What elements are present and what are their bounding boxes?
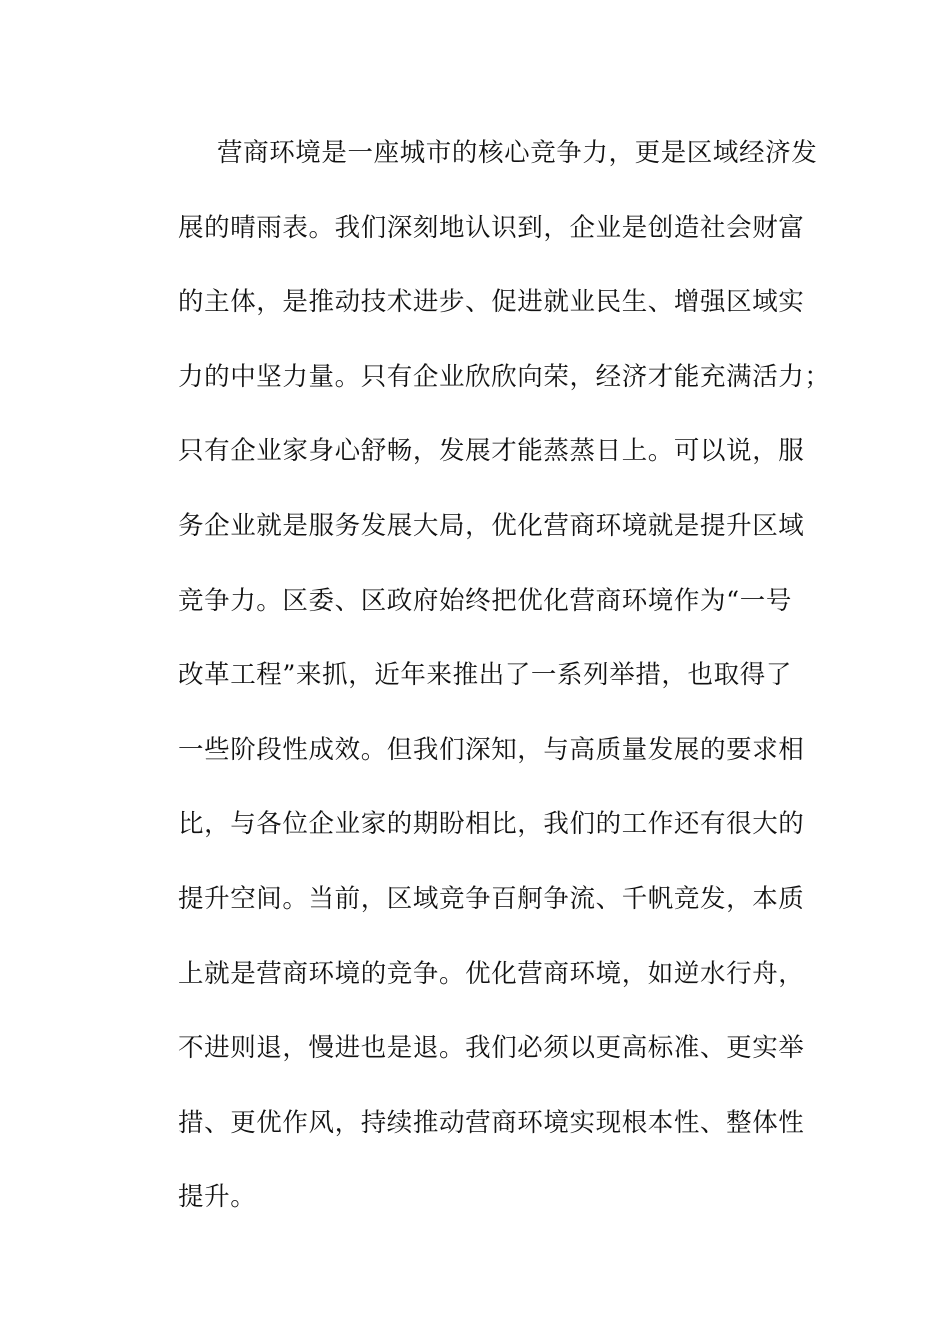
- paragraph-line: 改革工程”来抓，近年来推出了一系列举措，也取得了: [178, 660, 792, 691]
- paragraph: [178, 116, 831, 1235]
- paragraph-line: 的主体，是推动技术进步、促进就业民生、增强区域实: [178, 287, 805, 318]
- paragraph-line: 力的中坚力量。只有企业欣欣向荣，经济才能充满活力；: [178, 361, 831, 392]
- paragraph-line: 营商环境是一座城市的核心竞争力，更是区域经济发: [217, 138, 818, 168]
- paragraph-line: 上就是营商环境的竞争。优化营商环境，如逆水行舟，: [178, 958, 805, 989]
- paragraph-line: 展的晴雨表。我们深刻地认识到，企业是创造社会财富: [178, 212, 805, 243]
- paragraph-line: 提升。: [178, 1182, 257, 1213]
- paragraph-line: 一些阶段性成效。但我们深知，与高质量发展的要求相: [178, 734, 805, 765]
- paragraph-line: 提升空间。当前，区域竞争百舸争流、千帆竞发，本质: [178, 883, 805, 914]
- paragraph-line: 务企业就是服务发展大局，优化营商环境就是提升区域: [178, 510, 805, 541]
- paragraph-line: 比，与各位企业家的期盼相比，我们的工作还有很大的: [178, 809, 805, 840]
- paragraph-line: 不进则退，慢进也是退。我们必须以更高标准、更实举: [178, 1033, 805, 1064]
- paragraph-line: 竞争力。区委、区政府始终把优化营商环境作为“一号: [178, 585, 792, 616]
- paragraph-line: 措、更优作风，持续推动营商环境实现根本性、整体性: [178, 1107, 805, 1138]
- paragraph-line: 只有企业家身心舒畅，发展才能蒸蒸日上。可以说，服: [178, 436, 805, 467]
